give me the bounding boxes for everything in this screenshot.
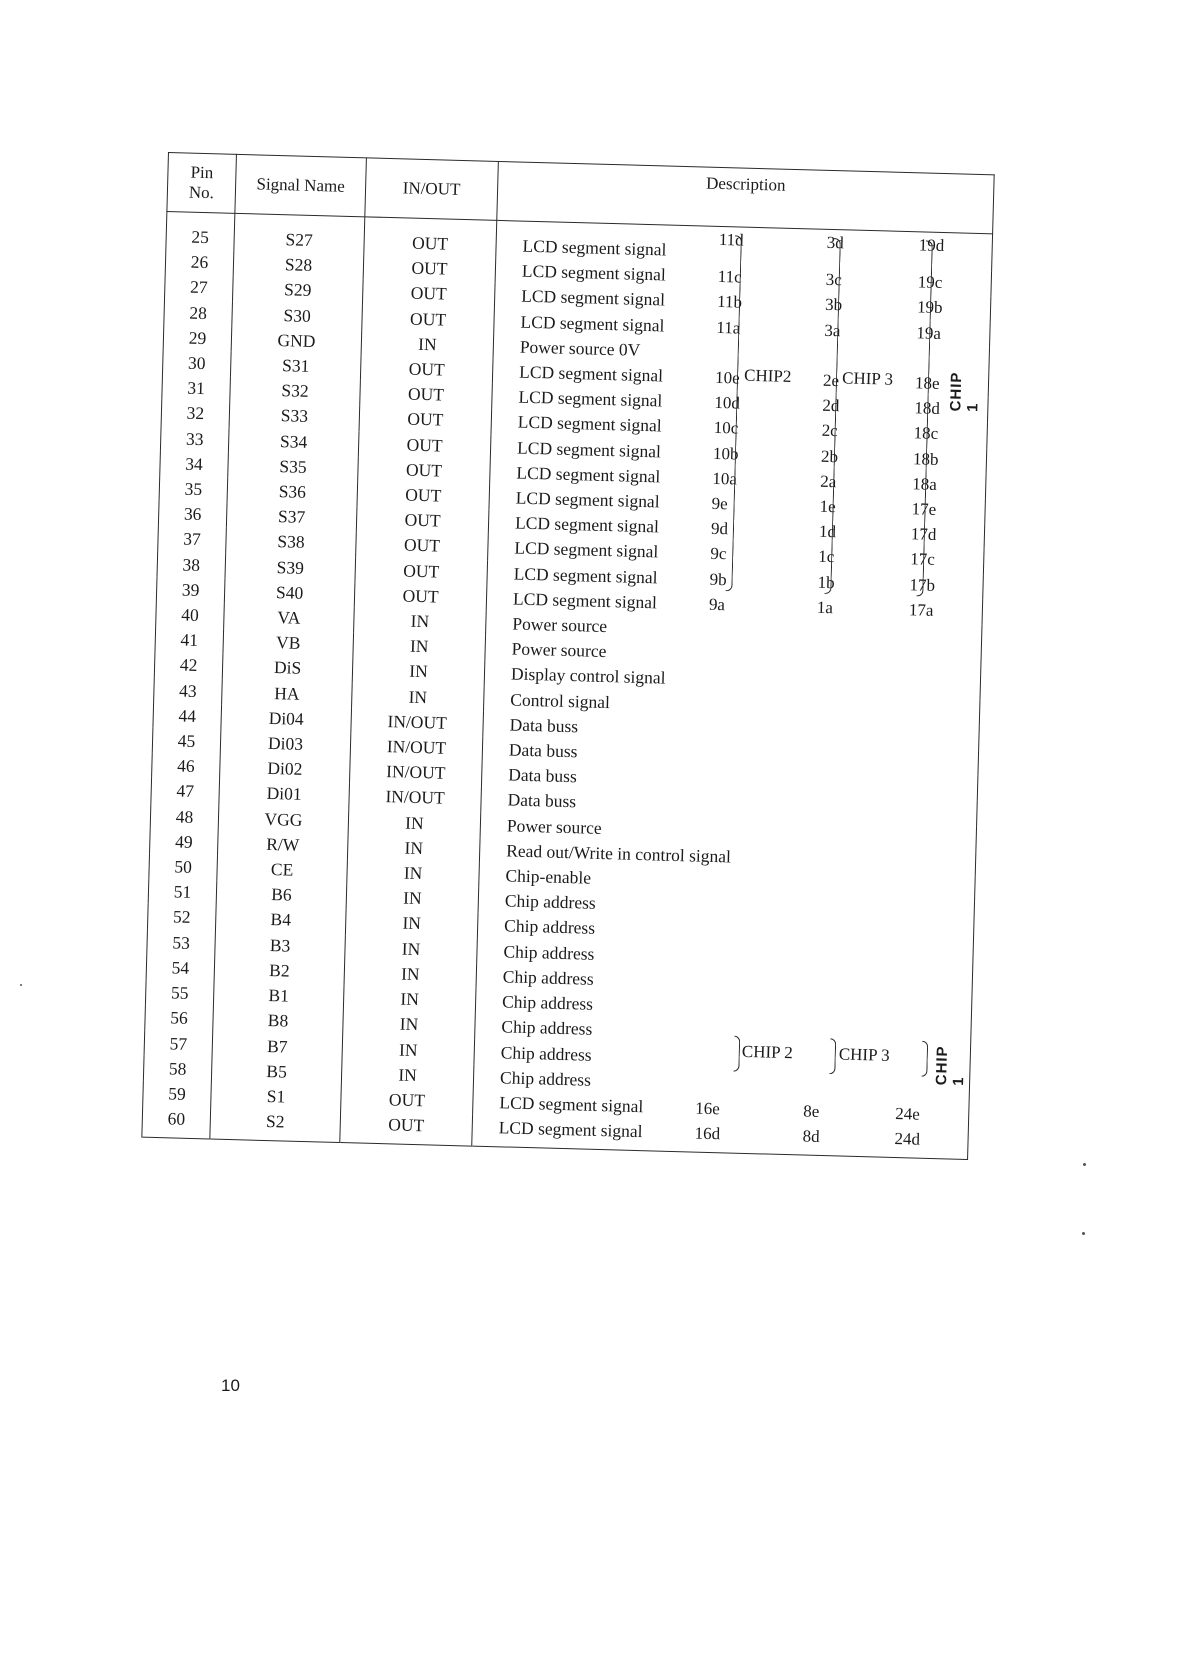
pin-number: 41 xyxy=(155,627,224,654)
pin-number: 39 xyxy=(156,577,225,604)
signal-name: S1 xyxy=(211,1082,342,1111)
signal-name: B6 xyxy=(216,881,347,910)
pin-number: 36 xyxy=(158,501,227,528)
signal-name: S37 xyxy=(226,503,357,532)
page-number: 10 xyxy=(221,1376,240,1395)
pin-number: 46 xyxy=(152,753,221,780)
chip3-segment: 3b xyxy=(824,295,843,315)
in-out-value: IN/OUT xyxy=(351,708,484,737)
pin-number: 51 xyxy=(148,879,217,906)
description-text: LCD segment signal xyxy=(517,411,662,436)
pin-number: 44 xyxy=(153,703,222,730)
pin-number: 31 xyxy=(162,375,231,402)
description-text: LCD segment signal xyxy=(522,235,667,260)
signal-name: VB xyxy=(223,629,354,658)
signal-name: B8 xyxy=(213,1007,344,1036)
chip2-segment: 9e xyxy=(711,493,728,514)
header-signal-name: Signal Name xyxy=(235,154,367,216)
chip2-segment: 16e xyxy=(695,1098,721,1119)
chip3-segment: 1c xyxy=(818,547,835,567)
chip1-segment: 17e xyxy=(911,499,937,519)
pin-number: 58 xyxy=(143,1055,212,1082)
pin-number: 28 xyxy=(164,300,233,327)
signal-name: Di03 xyxy=(220,730,351,759)
pin-number: 25 xyxy=(166,211,235,251)
in-out-value: OUT xyxy=(340,1111,473,1146)
scan-speck xyxy=(1083,1163,1086,1166)
pin-number: 45 xyxy=(152,728,221,755)
signal-name: Di01 xyxy=(219,780,350,809)
chip3-segment: 3a xyxy=(824,320,841,340)
pin-number: 35 xyxy=(159,476,228,503)
in-out-value: OUT xyxy=(363,255,496,284)
description-text: Data buss xyxy=(508,764,578,787)
description-text: Power source xyxy=(506,815,602,838)
signal-name: S29 xyxy=(232,276,363,305)
signal-name: S36 xyxy=(227,478,358,507)
chip3-upper-label: CHIP 3 xyxy=(841,368,894,389)
chip3-segment: 3c xyxy=(825,270,843,290)
signal-name: R/W xyxy=(217,830,348,859)
description-text: Chip address xyxy=(503,941,595,964)
description-text: Display control signal xyxy=(510,663,666,689)
chip2-segment: 9a xyxy=(708,594,726,615)
description-text: Data buss xyxy=(507,789,577,812)
header-in-out: IN/OUT xyxy=(365,158,499,221)
signal-name: B4 xyxy=(215,906,346,935)
scan-speck xyxy=(20,984,22,986)
chip2-segment: 11c xyxy=(717,267,743,287)
description-text: LCD segment signal xyxy=(518,361,664,386)
description-text: Chip address xyxy=(501,991,594,1014)
pin-number: 33 xyxy=(160,426,229,453)
in-out-value: OUT xyxy=(356,532,489,561)
chip3-segment: 2a xyxy=(820,471,837,492)
in-out-value: IN xyxy=(341,1061,474,1090)
in-out-value: OUT xyxy=(362,305,495,334)
chip2-segment: 9c xyxy=(710,544,727,564)
pin-number: 27 xyxy=(165,274,234,301)
signal-name: S33 xyxy=(229,402,360,431)
signal-name: VGG xyxy=(218,805,349,834)
pin-number: 40 xyxy=(156,602,225,629)
pin-number: 26 xyxy=(165,249,234,276)
in-out-value: IN xyxy=(352,658,485,687)
chip1-segment: 24e xyxy=(895,1103,921,1124)
signal-name: S28 xyxy=(233,251,364,280)
pin-number: 34 xyxy=(160,451,229,478)
chip2-segment: 10d xyxy=(714,393,741,413)
pin-number: 47 xyxy=(151,778,220,805)
chip2-segment: 10b xyxy=(712,443,739,464)
chip3-segment: 2e xyxy=(822,370,840,391)
chip3-lower-label: CHIP 3 xyxy=(838,1044,890,1065)
in-out-value: IN/OUT xyxy=(349,758,482,787)
chip2-upper-label: CHIP2 xyxy=(743,365,792,386)
chip3-segment: 2c xyxy=(821,421,838,441)
description-text: Power source xyxy=(511,638,607,662)
signal-name: S35 xyxy=(228,453,359,482)
chip2-segment: 11d xyxy=(718,229,744,250)
pin-number: 48 xyxy=(150,803,219,830)
signal-name: B5 xyxy=(211,1057,342,1086)
signal-name: GND xyxy=(231,327,362,356)
in-out-value: OUT xyxy=(364,217,497,258)
pin-number: 43 xyxy=(154,677,223,704)
in-out-value: IN xyxy=(343,1010,476,1039)
signal-name: Di04 xyxy=(221,705,352,734)
pin-number: 57 xyxy=(144,1030,213,1057)
description-text: Chip address xyxy=(502,966,594,989)
brace-chip3-lower xyxy=(829,1038,836,1074)
description-text: LCD segment signal xyxy=(514,537,659,562)
description-text: Chip address xyxy=(501,1016,593,1040)
description-text: LCD segment signal xyxy=(521,260,667,285)
in-out-value: OUT xyxy=(354,582,487,611)
brace-chip1-lower xyxy=(921,1041,928,1077)
in-out-value: IN xyxy=(353,632,486,661)
in-out-value: IN xyxy=(354,607,487,636)
in-out-value: IN xyxy=(345,935,478,964)
chip1-segment: 19c xyxy=(917,272,943,293)
description-text: LCD segment signal xyxy=(520,311,665,336)
chip2-segment: 10c xyxy=(713,418,739,438)
description-text: Data buss xyxy=(508,739,578,762)
signal-name: CE xyxy=(217,856,348,885)
chip2-segment: 11a xyxy=(716,317,741,338)
in-out-value: OUT xyxy=(362,280,495,309)
signal-name: S32 xyxy=(230,377,361,406)
signal-name: B1 xyxy=(213,982,344,1011)
description-text: LCD segment signal xyxy=(498,1117,643,1142)
chip1-segment: 18c xyxy=(913,423,939,444)
description-text: LCD segment signal xyxy=(516,462,661,487)
header-pin-no: Pin No. xyxy=(167,153,237,214)
chip1-segment: 18e xyxy=(914,373,940,393)
in-out-value: OUT xyxy=(356,506,489,535)
brace-chip2-lower xyxy=(733,1036,740,1072)
pin-number: 30 xyxy=(162,350,231,377)
pin-number: 53 xyxy=(147,929,216,956)
chip3-segment: 3d xyxy=(826,232,845,253)
pin-number: 32 xyxy=(161,400,230,427)
table-body xyxy=(142,211,993,1159)
in-out-value: IN xyxy=(344,960,477,989)
description-text: Chip address xyxy=(499,1067,592,1090)
chip3-segment: 2d xyxy=(822,396,840,416)
in-out-value: OUT xyxy=(360,355,493,384)
in-out-value: IN/OUT xyxy=(350,733,483,762)
signal-name: S40 xyxy=(224,579,355,608)
chip1-segment: 19a xyxy=(916,322,942,343)
in-out-value: IN xyxy=(343,985,476,1014)
description-text: Read out/Write in control signal xyxy=(505,840,732,867)
description-text: Chip address xyxy=(503,915,596,939)
pin-number: 49 xyxy=(150,829,219,856)
signal-name: S38 xyxy=(226,528,357,557)
description-text: LCD segment signal xyxy=(515,487,660,512)
chip1-segment: 17d xyxy=(910,524,937,545)
chip1-segment: 24d xyxy=(894,1129,921,1149)
in-out-value: IN xyxy=(352,683,485,712)
chip3-segment: 8e xyxy=(803,1101,820,1121)
signal-name: DiS xyxy=(222,654,353,683)
chip2-segment: 10a xyxy=(712,468,738,489)
description-text: LCD segment signal xyxy=(518,386,663,411)
signal-name: B2 xyxy=(214,956,345,985)
chip3-segment: 1e xyxy=(819,496,836,517)
chip3-segment: 1a xyxy=(816,597,834,617)
signal-name: S27 xyxy=(234,213,365,254)
pin-number: 54 xyxy=(146,955,215,982)
description-text: Chip-enable xyxy=(505,865,592,888)
description-text: Power source xyxy=(512,613,608,637)
in-out-value: IN/OUT xyxy=(349,784,482,813)
description-text: LCD segment signal xyxy=(516,437,662,462)
chip2-lower-label: CHIP 2 xyxy=(741,1041,793,1063)
in-out-value: IN xyxy=(346,884,479,913)
in-out-value: IN xyxy=(345,910,478,939)
signal-name: VA xyxy=(224,604,355,633)
chip1-segment: 19b xyxy=(916,297,943,318)
signal-name: B7 xyxy=(212,1032,343,1061)
chip3-segment: 1b xyxy=(817,572,835,592)
pin-number: 42 xyxy=(154,652,223,679)
in-out-value: OUT xyxy=(341,1086,474,1115)
scan-speck xyxy=(1082,1232,1085,1235)
description-text: LCD segment signal xyxy=(499,1092,644,1117)
signal-name: S30 xyxy=(232,301,363,330)
pin-number: 60 xyxy=(142,1106,211,1140)
description-text: LCD segment signal xyxy=(514,512,660,537)
signal-name: S39 xyxy=(225,553,356,582)
description-text: Chip address xyxy=(500,1041,592,1065)
pin-number: 59 xyxy=(143,1081,212,1108)
chip1-segment: 18d xyxy=(914,398,941,419)
signal-name: S31 xyxy=(230,352,361,381)
description-text: Data buss xyxy=(509,714,579,737)
signal-name: S2 xyxy=(210,1108,341,1143)
chip1-segment: 18b xyxy=(912,448,939,469)
chip1-segment: 19d xyxy=(918,235,945,256)
in-out-value: IN xyxy=(348,809,481,838)
pin-number: 52 xyxy=(147,904,216,931)
pin-number: 50 xyxy=(149,854,218,881)
chip2-segment: 9d xyxy=(710,519,729,539)
in-out-value: OUT xyxy=(357,481,490,510)
signal-name: S34 xyxy=(228,427,359,456)
pin-number: 37 xyxy=(158,526,227,553)
signal-name: Di02 xyxy=(220,755,351,784)
in-out-value: OUT xyxy=(358,431,491,460)
chip3-segment: 1d xyxy=(818,521,837,542)
chip2-segment: 10e xyxy=(714,367,740,388)
header-description: Description xyxy=(497,161,994,233)
description-text: LCD segment signal xyxy=(512,588,658,613)
chip2-segment: 16d xyxy=(694,1123,721,1144)
pin-assignment-table xyxy=(141,152,994,1160)
chip2-segment: 11b xyxy=(716,292,743,312)
chip1-lower-label: CHIP 1 xyxy=(933,1045,968,1086)
in-out-value: OUT xyxy=(355,557,488,586)
description-text: Chip address xyxy=(504,890,597,914)
chip1-upper-label: CHIP 1 xyxy=(947,371,982,413)
description-text: Power source 0V xyxy=(519,336,641,360)
chip1-segment: 17c xyxy=(910,549,936,570)
signal-name: B3 xyxy=(215,931,346,960)
pin-number: 55 xyxy=(145,980,214,1007)
chip3-segment: 8d xyxy=(802,1126,820,1147)
in-out-value: OUT xyxy=(359,406,492,435)
in-out-value: IN xyxy=(361,330,494,359)
chip3-segment: 2b xyxy=(820,446,839,466)
in-out-value: OUT xyxy=(358,456,491,485)
in-out-value: IN xyxy=(347,834,480,863)
pin-number: 56 xyxy=(145,1005,214,1032)
pin-table-sheet xyxy=(141,152,993,1160)
chip1-segment: 17b xyxy=(909,574,936,595)
description-text: LCD segment signal xyxy=(520,286,666,310)
description-text: LCD segment signal xyxy=(513,563,658,588)
chip1-segment: 17a xyxy=(908,600,934,620)
description-text: Control signal xyxy=(510,689,611,712)
in-out-value: IN xyxy=(347,859,480,888)
signal-name: HA xyxy=(222,679,353,708)
pin-number: 38 xyxy=(157,552,226,579)
chip1-segment: 18a xyxy=(912,474,938,494)
pin-number: 29 xyxy=(163,325,232,352)
in-out-value: OUT xyxy=(360,381,493,410)
chip2-segment: 9b xyxy=(709,569,727,589)
in-out-value: IN xyxy=(342,1036,475,1065)
